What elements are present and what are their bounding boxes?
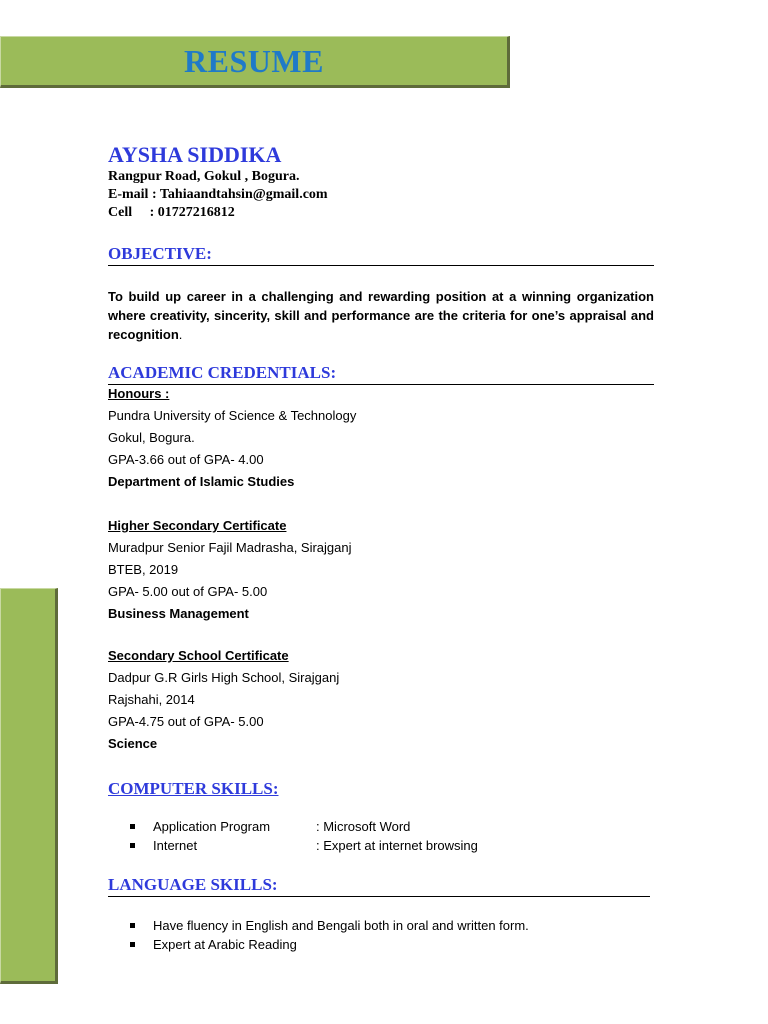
- education-line: BTEB, 2019: [108, 562, 179, 577]
- education-hsc: [108, 515, 352, 625]
- education-title: Higher Secondary Certificate: [108, 518, 287, 533]
- education-title: Honours :: [108, 386, 170, 401]
- list-item: [130, 836, 478, 855]
- computer-skills-heading: COMPUTER SKILLS:: [108, 779, 279, 798]
- education-title: Secondary School Certificate: [108, 648, 289, 663]
- decorative-side-bar: [0, 588, 58, 984]
- education-line: Dadpur G.R Girls High School, Sirajganj: [108, 670, 340, 685]
- education-line: Rajshahi, 2014: [108, 692, 195, 707]
- computer-skills-list: [130, 817, 478, 855]
- contact-block: [108, 168, 328, 222]
- education-department: Business Management: [108, 606, 249, 621]
- address: Rangpur Road, Gokul , Bogura.: [108, 169, 300, 184]
- bullet-icon: [130, 923, 135, 928]
- academic-heading: ACADEMIC CREDENTIALS:: [108, 363, 654, 385]
- objective-body: To build up career in a challenging and rewarding position at a winning organization where creativity, sincerity, skill and performance are the criteria for one’s appraisal and recognition: [108, 289, 654, 342]
- education-line: GPA- 5.00 out of GPA- 5.00: [108, 584, 268, 599]
- skill-name: Internet: [153, 838, 198, 853]
- list-item: [130, 935, 529, 954]
- education-honours: [108, 383, 356, 493]
- education-line: GPA-3.66 out of GPA- 4.00: [108, 452, 264, 467]
- education-department: Science: [108, 736, 158, 751]
- skill-name: Application Program: [153, 819, 271, 834]
- language-skills-list: [130, 916, 529, 954]
- objective-period: .: [178, 327, 183, 342]
- list-item: [130, 916, 529, 935]
- education-line: GPA-4.75 out of GPA- 5.00: [108, 714, 264, 729]
- resume-title: RESUME: [184, 42, 324, 79]
- person-name: AYSHA SIDDIKA: [108, 142, 282, 167]
- skill-value: : Expert at internet browsing: [316, 838, 478, 853]
- education-ssc: [108, 645, 339, 755]
- email: E-mail : Tahiaandtahsin@gmail.com: [108, 187, 328, 202]
- language-item: Expert at Arabic Reading: [153, 937, 297, 952]
- education-line: Pundra University of Science & Technology: [108, 408, 357, 423]
- objective-text: [108, 287, 654, 344]
- cell-phone: Cell : 01727216812: [108, 205, 235, 220]
- bullet-icon: [130, 843, 135, 848]
- bullet-icon: [130, 824, 135, 829]
- language-skills-heading: LANGUAGE SKILLS:: [108, 875, 650, 897]
- education-department: Department of Islamic Studies: [108, 474, 295, 489]
- bullet-icon: [130, 942, 135, 947]
- resume-banner: [0, 36, 510, 88]
- education-line: Gokul, Bogura.: [108, 430, 195, 445]
- language-item: Have fluency in English and Bengali both in oral and written form.: [153, 918, 529, 933]
- skill-value: : Microsoft Word: [316, 819, 411, 834]
- list-item: [130, 817, 478, 836]
- education-line: Muradpur Senior Fajil Madrasha, Sirajganj: [108, 540, 352, 555]
- objective-heading: OBJECTIVE:: [108, 244, 654, 266]
